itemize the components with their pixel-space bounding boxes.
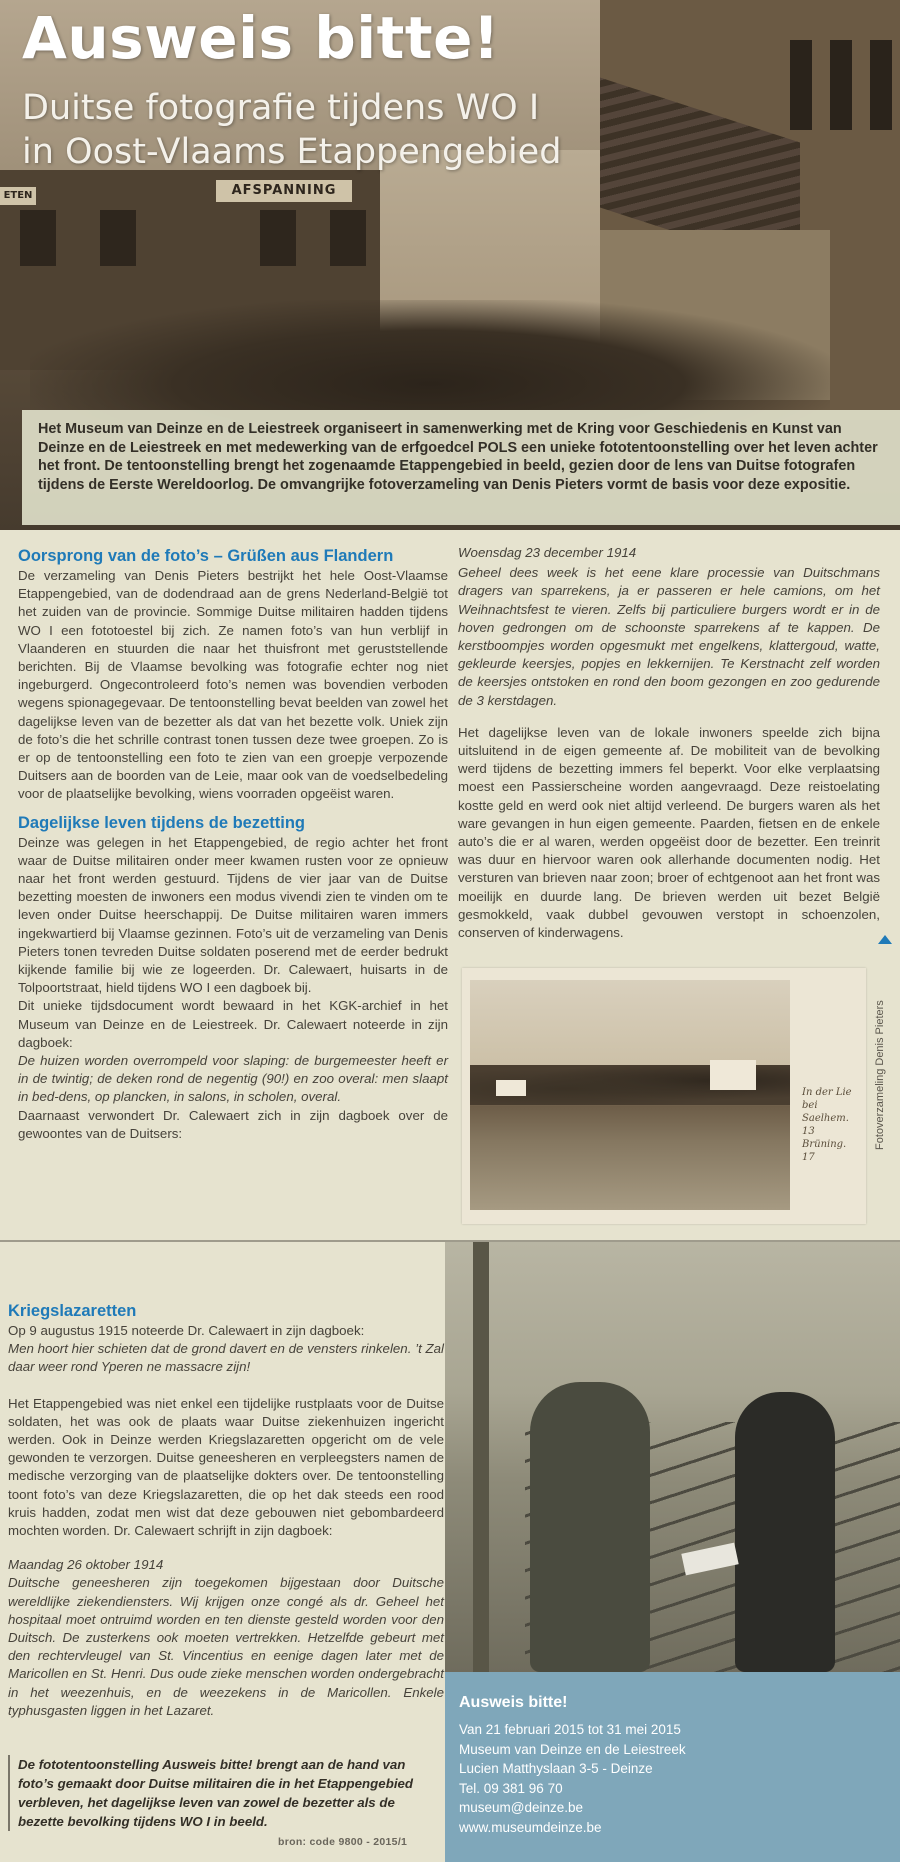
heading-origin: Oorsprong van de foto’s – Grüßen aus Flandern — [18, 547, 394, 565]
kriegslazaretten-section — [8, 1300, 444, 1720]
intro-paragraph: Het Museum van Deinze en de Leiestreek organiseert in samenwerking met de Kring voor Geschiedenis en Kunst van Deinze en de Leiestreek en met medewerking van de erfgoedcel POLS een unieke fototentoonstelling over het leven achter het front. De tentoonstelling brengt het zogenaamde Etappengebied in beeld, gezien door de lens van Duitse fotografen tijdens de Eerste Wereldoorlog. De omvangrijke fotoverzameling van Denis Pieters vormt de basis voor deze expositie. — [22, 410, 900, 525]
photo-credit: Fotoverzameling Denis Pieters — [874, 1000, 886, 1150]
closing-statement: De fototentoonstelling Ausweis bitte! brengt aan de hand van foto’s gemaakt door Duitse militairen die in het Etappengebied verbleven, het dagelijkse leven van zowel de bezetter als de bezette bevolking tijdens WO I in beeld. — [8, 1755, 438, 1831]
article-right-column — [458, 544, 880, 942]
info-venue: Museum van Deinze en de Leiestreek — [459, 1741, 686, 1757]
mobility-paragraph: Het dagelijkse leven van de lokale inwoners speelde zich bijna uitsluitend in de eigen gemeente af. De mobiliteit van de bevolking werd tijdens de bezetting immers fel beperkt. Voor elke verplaatsing moest een Passierscheine worden aangevraagd. Deze reistoelating kostte geld en werd ook niet altijd verleend. De burgers waren als het ware gevangen in hun eigen gemeente. Paarden, fietsen en de enkele auto’s die er al waren, werden opgeëist door de bezetter. Een treinrit was duur en hiervoor waren ook allerhande documenten nodig. Het versturen van brieven naar zoon; broer of echtgenoot aan het front was moeilijk en duurde lang. De brieven werden uit bezet België gesmokkeld, vaak dubbel gevouwen verstopt in schoenzolen, conserven of kinderwagens. — [458, 724, 880, 941]
subtitle-line-1: Duitse fotografie tijdens WO I — [22, 88, 540, 128]
daily-life-paragraph: Deinze was gelegen in het Etappengebied, de regio achter het front waar de Duitse militairen onder meer kwamen rusten voor ze opnieuw naar het front werden gestuurd. Tijdens de vier jaar van de Duitse bezetting moesten de inwoners een modus vivendi zien te vinden om te leven onder Duitse heerschappij. De Duitse militairen waren immers ingekwartierd bij Vlaamse gezinnen. Foto’s uit de verzameling van Denis Pieters tonen tevreden Duitse soldaten poserend met de eerder bedrukt kijkende familie bij wie ze logeerden. Dr. Calewaert, huisarts in de Tolpoortstraat, hield tijdens WO I een dagboek bij. — [18, 834, 448, 996]
lazaret-intro: Op 9 augustus 1915 noteerde Dr. Calewaert in zijn dagboek: — [8, 1323, 365, 1338]
info-address: Lucien Matthyslaan 3-5 - Deinze — [459, 1761, 653, 1776]
subtitle-line-2: in Oost-Vlaams Etappengebied — [22, 132, 562, 172]
left-shop-sign: ETEN — [0, 187, 36, 205]
page-subtitle — [22, 86, 561, 174]
lazaret-diary-date: Maandag 26 oktober 1914 — [8, 1557, 164, 1573]
info-title: Ausweis bitte! — [459, 1694, 568, 1711]
soldier-with-helmet — [530, 1382, 650, 1672]
soldier-with-cap — [735, 1392, 835, 1672]
handwritten-caption: In der Lie bei Saelhem. 13 Brüning. 17 — [802, 1087, 852, 1163]
habits-paragraph: Daarnaast verwondert Dr. Calewaert zich in zijn dagboek over de gewoontes van de Duitsers: — [18, 1107, 448, 1141]
hospital-quote: Duitsche geneesheren zijn toegekomen bijgestaan door Duitsche wereldlijke ziekendiensters. Wij krijgen onze congé als dr. Geheel het hospitaal moet ontruimd worden en ten dienste gesteld worden voor den Duitsch. De zusterkens ook moeten vertrekken. Hetzelfde gebeurt met den rechtervleugel van St. Vincentius en eenige dagen later met de Maricollen en St. Henri. Dus oude zieke menschen worden ondergebracht in het weezenhuis, en de weezekens in de Maricollen. Enkele typhusgasten liggen in het Lazaret. — [8, 1575, 444, 1718]
info-dates: Van 21 februari 2015 tot 31 mei 2015 — [459, 1722, 681, 1737]
railway-soldiers-photo — [445, 1242, 900, 1672]
info-website[interactable]: www.museumdeinze.be — [459, 1819, 602, 1835]
article-left-column — [18, 545, 448, 1143]
yperen-quote: Men hoort hier schieten dat de grond davert en de vensters rinkelen. ’t Zal daar weer rond Yperen ne massacre zijn! — [8, 1341, 444, 1375]
triangle-marker-icon — [878, 935, 892, 944]
river-photo — [470, 980, 790, 1210]
diary-intro-paragraph: Dit unieke tijdsdocument wordt bewaard in het KGK-archief in het Museum van Deinze en de Leiestreek. Dr. Calewaert noteerde in zijn dagboek: — [18, 998, 448, 1050]
lazaret-paragraph: Het Etappengebied was niet enkel een tijdelijke rustplaats voor de Duitse soldaten, het was ook de plaats waar Duitse ziekenhuizen ingericht werden. Ook in Deinze werden Kriegslazaretten opgericht om de vele gewonden te verzorgen. Duitse geneesheren en verpleegsters namen de medische verzorging van de plaatselijke dokters over. De tentoonstelling toont foto’s van deze Kriegslazaretten, die op het dak steeds een rood kruis hadden, zodat men wist dat deze gebouwen niet gebombardeerd mochten worden. Dr. Calewaert schrijft in zijn dagboek: — [8, 1395, 444, 1539]
river-photo-card — [462, 968, 866, 1224]
source-code: bron: code 9800 - 2015/1 — [278, 1836, 408, 1848]
info-phone: Tel. 09 381 96 70 — [459, 1780, 563, 1796]
diary-quote: De huizen worden overrompeld voor slaping: de burgemeester heeft er in de twintig; de deken rond de negentig (90!) en zoo overal: men slaapt in bed-dens, op plancken, in salons, in scholen, overal. — [18, 1053, 448, 1105]
hero-photo-banner — [0, 0, 900, 530]
origin-paragraph: De verzameling van Denis Pieters bestrijkt het hele Oost-Vlaamse Etappengebied, van de dodendraad aan de grens Nederland-België tot het zuiden van de provincie. Sommige Duitse militairen hadden tijdens WO I een fototoestel bij zich. Ze namen foto’s van hun verblijf in Vlaanderen en stuurden die naar het thuisfront met geruststellende berichten. Bij de Vlaamse bevolking was fotografie echter nog niet ingeburgerd. Ongecontroleerd foto’s nemen was bovendien verboden wegens spionagegevaar. De tentoonstelling bevat beelden van zowel het dagelijkse leven van de bezetter als dat van het bezette volk. Uniek zijn de foto’s die het schrille contrast tonen tussen deze twee groepen. Zo is er op de tentoonstelling een foto te zien van een groepje verpozende Duitsers aan de boorden van de Leie, maar ook van de voedselbedeling voor de plaatselijke bevolking, wiens voorraden opgeëist waren. — [18, 568, 448, 802]
exhibition-info-box — [445, 1672, 900, 1862]
heading-kriegslazaretten: Kriegslazaretten — [8, 1302, 137, 1320]
christmas-quote: Geheel dees week is het eene klare processie van Duitschmans dragers van sparrekens, ja er passeren er hele camions, om het Weihnachtsfest te vieren. Zelfs bij particuliere burgers wordt er in de hoven gedrongen om de schoonste sparrekens af te kappen. De kerstboompjes worden opgesmukt met engelkens, klattergoud, watte, gekleurde keersjes, popjes en lekkernijen. Te Kerstnacht zelf worden de keersjes ontstoken en rond den boom gezongen en zoo gedurende de 3 kerstdagen. — [458, 565, 880, 708]
soldier-crowd — [30, 300, 830, 420]
page-title: Ausweis bitte! — [22, 4, 500, 72]
afspanning-sign: AFSPANNING — [216, 180, 352, 202]
info-email[interactable]: museum@deinze.be — [459, 1800, 584, 1815]
heading-daily-life: Dagelijkse leven tijdens de bezetting — [18, 813, 306, 832]
diary-date: Woensdag 23 december 1914 — [458, 545, 637, 560]
